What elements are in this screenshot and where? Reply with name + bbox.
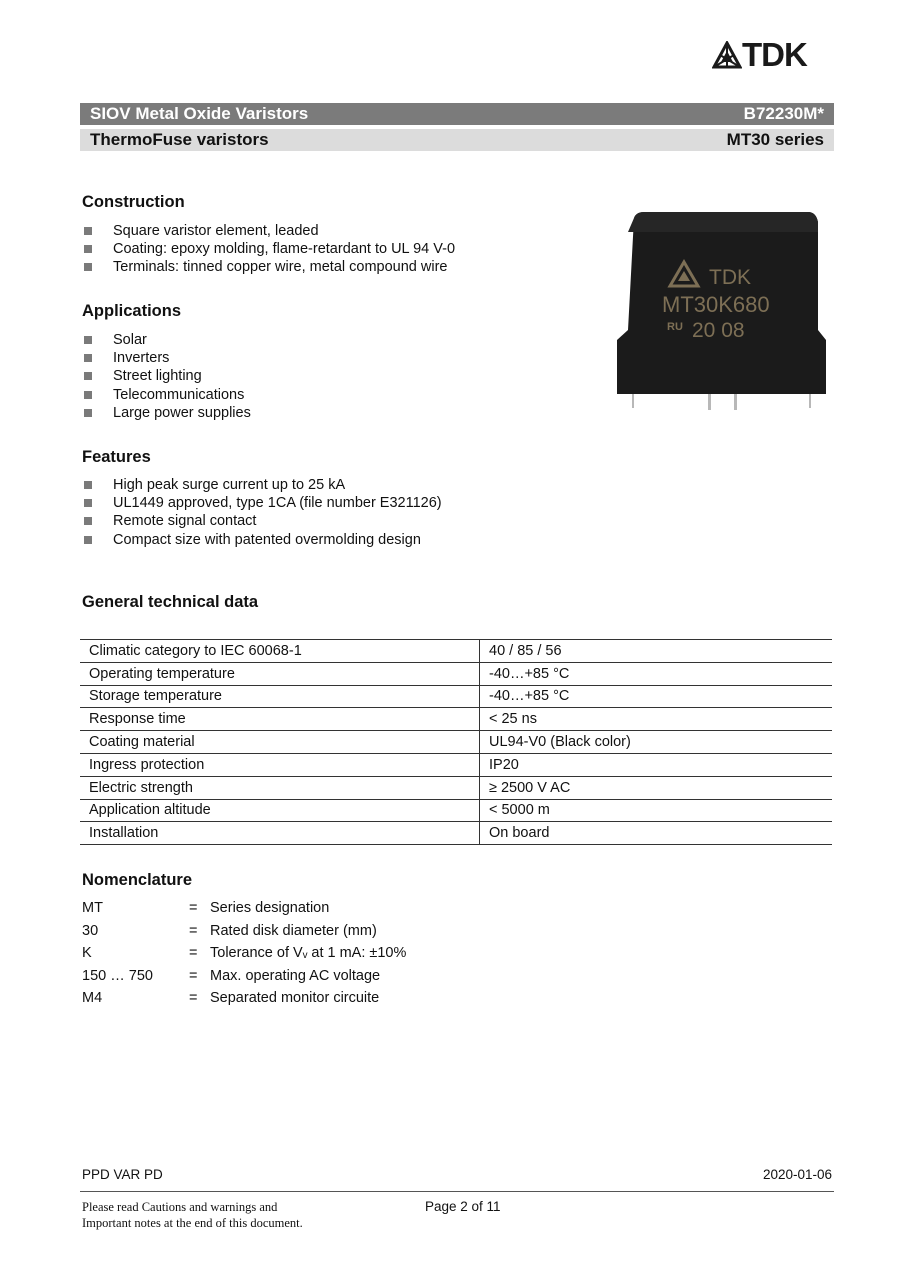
technical-data-table [80, 639, 832, 845]
table-cell-parameter: Installation [80, 822, 480, 845]
product-brand-text: TDK [709, 266, 751, 289]
applications-list [82, 331, 251, 422]
list-item [82, 331, 251, 349]
bullet-square-icon [84, 245, 92, 253]
list-item-text: Inverters [113, 350, 170, 367]
product-marking-line2: 20 08 [692, 319, 745, 342]
header-bar-secondary [80, 129, 834, 151]
nomenclature-equals: = [189, 990, 198, 1007]
table-cell-parameter: Coating material [80, 731, 480, 754]
nomenclature-equals: = [189, 922, 198, 939]
list-item-text: Coating: epoxy molding, flame-retardant to UL 94 V-0 [113, 241, 456, 258]
table-cell-value: -40…+85 °C [480, 662, 833, 685]
bullet-square-icon [84, 499, 92, 507]
construction-list [82, 222, 455, 277]
nomenclature-description: Max. operating AC voltage [210, 967, 381, 984]
list-item-text: Remote signal contact [113, 513, 257, 530]
features-heading: Features [82, 448, 151, 466]
nomenclature-list [82, 897, 582, 1010]
nomenclature-code: M4 [82, 990, 103, 1007]
table-cell-value: 40 / 85 / 56 [480, 640, 833, 663]
nomenclature-equals: = [189, 900, 198, 916]
list-item [82, 476, 442, 494]
bullet-square-icon [84, 536, 92, 544]
nomenclature-row [82, 965, 582, 988]
product-photo [612, 200, 834, 422]
table-cell-value: UL94-V0 (Black color) [480, 731, 833, 754]
header-subtitle: ThermoFuse varistors [90, 130, 269, 149]
table-cell-parameter: Electric strength [80, 776, 480, 799]
nomenclature-equals: = [189, 967, 198, 984]
footer-notice [82, 1199, 303, 1231]
table-row [80, 640, 832, 663]
list-item-text: Telecommunications [113, 386, 245, 403]
list-item-text: Terminals: tinned copper wire, metal compound wire [113, 259, 448, 276]
list-item [82, 531, 442, 549]
table-cell-value: < 25 ns [480, 708, 833, 731]
table-cell-parameter: Storage temperature [80, 685, 480, 708]
nomenclature-code: 150 … 750 [82, 967, 153, 984]
footer-notice-line2: Important notes at the end of this document. [82, 1216, 303, 1230]
nomenclature-description: Tolerance of Vᵥ at 1 mA: ±10% [210, 945, 407, 962]
table-cell-parameter: Response time [80, 708, 480, 731]
product-marking-line1: MT30K680 [662, 292, 770, 317]
table-cell-parameter: Climatic category to IEC 60068-1 [80, 640, 480, 663]
table-row [80, 822, 832, 845]
list-item [82, 494, 442, 512]
bullet-square-icon [84, 354, 92, 362]
table-row [80, 753, 832, 776]
table-row [80, 731, 832, 754]
header-title: SIOV Metal Oxide Varistors [90, 104, 309, 123]
nomenclature-code: K [82, 945, 92, 962]
table-row [80, 799, 832, 822]
list-item-text: Street lighting [113, 368, 202, 385]
applications-heading: Applications [82, 302, 182, 320]
bullet-square-icon [84, 336, 92, 344]
nomenclature-row [82, 987, 582, 1010]
nomenclature-code: 30 [82, 922, 99, 939]
bullet-square-icon [84, 481, 92, 489]
nomenclature-code: MT [82, 900, 103, 916]
bullet-square-icon [84, 263, 92, 271]
technical-data-heading: General technical data [82, 593, 259, 611]
footer-department: PPD VAR PD [82, 1167, 163, 1182]
header-part-number: B72230M* [743, 104, 824, 123]
table-cell-value: On board [480, 822, 833, 845]
table-cell-value: IP20 [480, 753, 833, 776]
list-item [82, 367, 251, 385]
list-item [82, 512, 442, 530]
nomenclature-description: Series designation [210, 900, 330, 916]
table-cell-value: < 5000 m [480, 799, 833, 822]
nomenclature-row [82, 920, 582, 943]
bullet-square-icon [84, 409, 92, 417]
nomenclature-heading: Nomenclature [82, 871, 193, 889]
footer-notice-line1: Please read Cautions and warnings and [82, 1200, 278, 1214]
table-cell-parameter: Application altitude [80, 799, 480, 822]
header-series: MT30 series [726, 130, 824, 149]
table-cell-value: ≥ 2500 V AC [480, 776, 833, 799]
table-row [80, 708, 832, 731]
logo-wordmark: TDK [742, 36, 807, 73]
list-item [82, 386, 251, 404]
footer-divider [80, 1191, 834, 1192]
list-item [82, 258, 455, 276]
list-item [82, 240, 455, 258]
table-cell-value: -40…+85 °C [480, 685, 833, 708]
tdk-logo [712, 36, 836, 73]
nomenclature-row [82, 897, 582, 920]
tdk-triangle-icon [712, 41, 742, 71]
construction-heading: Construction [82, 193, 185, 211]
list-item-text: Large power supplies [113, 404, 251, 421]
list-item-text: Solar [113, 332, 147, 348]
footer-date: 2020-01-06 [762, 1167, 832, 1182]
bullet-square-icon [84, 391, 92, 399]
list-item-text: UL1449 approved, type 1CA (file number E321126) [113, 495, 442, 512]
bullet-square-icon [84, 372, 92, 380]
footer-page-number: Page 2 of 11 [425, 1199, 501, 1214]
table-row [80, 776, 832, 799]
table-row [80, 685, 832, 708]
nomenclature-description: Rated disk diameter (mm) [210, 922, 377, 939]
bullet-square-icon [84, 517, 92, 525]
list-item [82, 222, 455, 240]
header-bar-primary [80, 103, 834, 125]
table-cell-parameter: Operating temperature [80, 662, 480, 685]
list-item [82, 349, 251, 367]
list-item [82, 404, 251, 422]
product-ul-mark: RU [667, 321, 683, 333]
bullet-square-icon [84, 227, 92, 235]
nomenclature-equals: = [189, 945, 198, 962]
list-item-text: High peak surge current up to 25 kA [113, 477, 346, 493]
table-cell-parameter: Ingress protection [80, 753, 480, 776]
list-item-text: Compact size with patented overmolding design [113, 531, 421, 548]
table-row [80, 662, 832, 685]
nomenclature-description: Separated monitor circuite [210, 990, 380, 1007]
list-item-text: Square varistor element, leaded [113, 223, 319, 239]
nomenclature-row [82, 942, 582, 965]
features-list [82, 476, 442, 549]
